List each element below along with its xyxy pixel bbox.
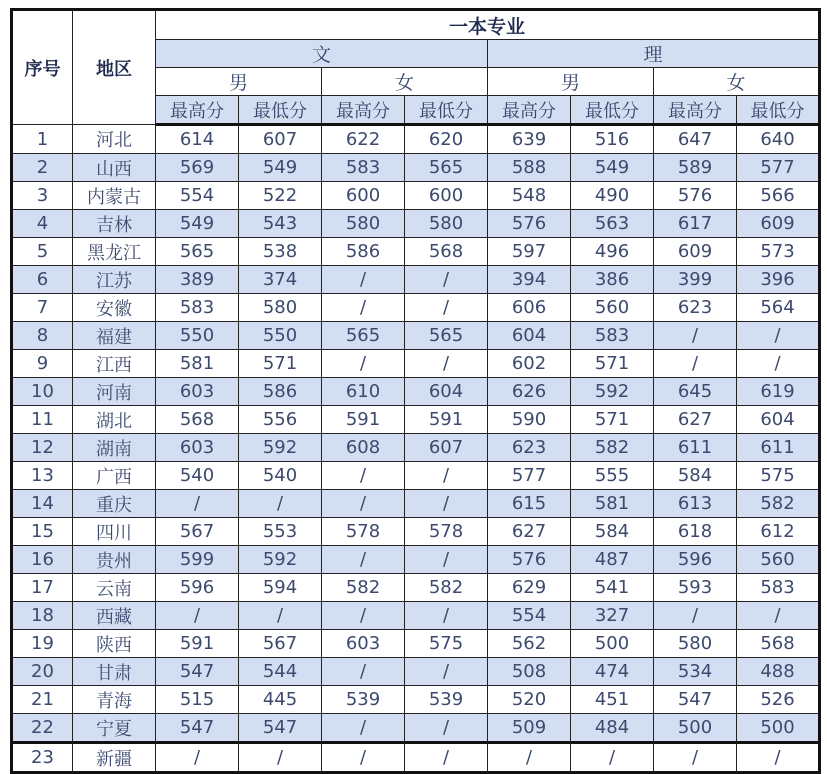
score-cell: 600 bbox=[405, 182, 488, 210]
score-cell: 581 bbox=[571, 490, 654, 518]
row-region: 安徽 bbox=[73, 294, 156, 322]
score-cell: 611 bbox=[654, 434, 737, 462]
score-cell: 581 bbox=[156, 350, 239, 378]
row-region: 内蒙古 bbox=[73, 182, 156, 210]
score-cell: 590 bbox=[488, 406, 571, 434]
score-cell: 543 bbox=[239, 210, 322, 238]
score-cell: 593 bbox=[654, 574, 737, 602]
score-cell: 541 bbox=[571, 574, 654, 602]
row-region: 广西 bbox=[73, 462, 156, 490]
score-cell: 586 bbox=[322, 238, 405, 266]
score-cell: 547 bbox=[156, 714, 239, 743]
subject-header-arts: 文 bbox=[156, 40, 488, 68]
score-cell: 522 bbox=[239, 182, 322, 210]
score-cell: 520 bbox=[488, 686, 571, 714]
score-cell: 577 bbox=[737, 154, 820, 182]
row-region: 吉林 bbox=[73, 210, 156, 238]
row-index: 15 bbox=[12, 518, 73, 546]
table-row bbox=[12, 434, 820, 462]
table-row bbox=[12, 322, 820, 350]
score-cell: 540 bbox=[239, 462, 322, 490]
score-cell: 565 bbox=[322, 322, 405, 350]
score-cell: / bbox=[156, 490, 239, 518]
row-region: 陕西 bbox=[73, 630, 156, 658]
row-index: 23 bbox=[12, 743, 73, 773]
score-cell: / bbox=[737, 602, 820, 630]
score-cell: / bbox=[405, 490, 488, 518]
score-cell: 549 bbox=[156, 210, 239, 238]
score-cell: 622 bbox=[322, 125, 405, 154]
score-cell: 556 bbox=[239, 406, 322, 434]
score-cell: 544 bbox=[239, 658, 322, 686]
score-cell: 548 bbox=[488, 182, 571, 210]
table-row bbox=[12, 602, 820, 630]
table-row bbox=[12, 686, 820, 714]
table-row bbox=[12, 462, 820, 490]
score-cell: 582 bbox=[322, 574, 405, 602]
row-region: 江西 bbox=[73, 350, 156, 378]
score-cell: 516 bbox=[571, 125, 654, 154]
score-cell: 583 bbox=[571, 322, 654, 350]
score-cell: 550 bbox=[239, 322, 322, 350]
score-cell: 386 bbox=[571, 266, 654, 294]
score-cell: / bbox=[571, 743, 654, 773]
stat-header-min: 最低分 bbox=[571, 96, 654, 125]
score-cell: / bbox=[322, 266, 405, 294]
row-region: 宁夏 bbox=[73, 714, 156, 743]
row-index: 21 bbox=[12, 686, 73, 714]
subject-header-science: 理 bbox=[488, 40, 820, 68]
score-cell: / bbox=[322, 658, 405, 686]
score-cell: / bbox=[239, 602, 322, 630]
score-cell: / bbox=[322, 743, 405, 773]
score-cell: 603 bbox=[156, 434, 239, 462]
row-region: 重庆 bbox=[73, 490, 156, 518]
score-cell: 626 bbox=[488, 378, 571, 406]
score-cell: 575 bbox=[737, 462, 820, 490]
score-cell: / bbox=[737, 350, 820, 378]
score-cell: 604 bbox=[488, 322, 571, 350]
table-row bbox=[12, 546, 820, 574]
score-cell: 615 bbox=[488, 490, 571, 518]
stat-header-max: 最高分 bbox=[322, 96, 405, 125]
score-cell: 647 bbox=[654, 125, 737, 154]
score-cell: 568 bbox=[737, 630, 820, 658]
row-index: 13 bbox=[12, 462, 73, 490]
row-index: 1 bbox=[12, 125, 73, 154]
score-cell: 487 bbox=[571, 546, 654, 574]
table-row bbox=[12, 210, 820, 238]
score-cell: 576 bbox=[654, 182, 737, 210]
table-row bbox=[12, 378, 820, 406]
stat-header-max: 最高分 bbox=[654, 96, 737, 125]
score-cell: / bbox=[737, 322, 820, 350]
row-region: 河北 bbox=[73, 125, 156, 154]
score-cell: 445 bbox=[239, 686, 322, 714]
row-region: 山西 bbox=[73, 154, 156, 182]
row-index: 5 bbox=[12, 238, 73, 266]
score-cell: / bbox=[405, 266, 488, 294]
score-cell: 509 bbox=[488, 714, 571, 743]
score-cell: / bbox=[405, 462, 488, 490]
score-cell: / bbox=[405, 658, 488, 686]
score-cell: 547 bbox=[156, 658, 239, 686]
score-cell: 484 bbox=[571, 714, 654, 743]
score-cell: 547 bbox=[654, 686, 737, 714]
score-cell: 526 bbox=[737, 686, 820, 714]
table-row bbox=[12, 658, 820, 686]
score-cell: 603 bbox=[156, 378, 239, 406]
score-cell: 607 bbox=[239, 125, 322, 154]
score-cell: 645 bbox=[654, 378, 737, 406]
table-row bbox=[12, 743, 820, 773]
row-region: 河南 bbox=[73, 378, 156, 406]
row-index: 20 bbox=[12, 658, 73, 686]
score-cell: 613 bbox=[654, 490, 737, 518]
score-cell: 451 bbox=[571, 686, 654, 714]
score-cell: 554 bbox=[156, 182, 239, 210]
score-cell: 588 bbox=[488, 154, 571, 182]
row-region: 湖北 bbox=[73, 406, 156, 434]
score-cell: / bbox=[322, 294, 405, 322]
row-region: 青海 bbox=[73, 686, 156, 714]
score-cell: 599 bbox=[156, 546, 239, 574]
score-cell: 538 bbox=[239, 238, 322, 266]
score-cell: 591 bbox=[322, 406, 405, 434]
score-cell: 594 bbox=[239, 574, 322, 602]
score-cell: / bbox=[239, 743, 322, 773]
row-index: 7 bbox=[12, 294, 73, 322]
score-cell: / bbox=[405, 546, 488, 574]
score-cell: 600 bbox=[322, 182, 405, 210]
table-row bbox=[12, 490, 820, 518]
score-cell: / bbox=[156, 743, 239, 773]
gender-header-arts-female: 女 bbox=[322, 68, 488, 96]
table-row bbox=[12, 406, 820, 434]
score-cell: 500 bbox=[737, 714, 820, 743]
row-region: 新疆 bbox=[73, 743, 156, 773]
score-cell: / bbox=[405, 714, 488, 743]
row-index: 16 bbox=[12, 546, 73, 574]
stat-header-min: 最低分 bbox=[737, 96, 820, 125]
score-cell: 539 bbox=[405, 686, 488, 714]
table-row bbox=[12, 350, 820, 378]
gender-header-science-female: 女 bbox=[654, 68, 820, 96]
row-region: 云南 bbox=[73, 574, 156, 602]
score-cell: 591 bbox=[156, 630, 239, 658]
score-cell: 515 bbox=[156, 686, 239, 714]
score-cell: 582 bbox=[571, 434, 654, 462]
score-cell: 508 bbox=[488, 658, 571, 686]
score-cell: 596 bbox=[654, 546, 737, 574]
score-cell: 604 bbox=[737, 406, 820, 434]
score-cell: / bbox=[156, 602, 239, 630]
row-index: 12 bbox=[12, 434, 73, 462]
score-cell: 560 bbox=[571, 294, 654, 322]
score-cell: 582 bbox=[737, 490, 820, 518]
row-index: 22 bbox=[12, 714, 73, 743]
score-cell: 592 bbox=[239, 434, 322, 462]
score-cell: 623 bbox=[488, 434, 571, 462]
score-cell: 589 bbox=[654, 154, 737, 182]
score-cell: / bbox=[322, 490, 405, 518]
stat-header-max: 最高分 bbox=[488, 96, 571, 125]
score-cell: 534 bbox=[654, 658, 737, 686]
score-cell: 604 bbox=[405, 378, 488, 406]
score-cell: 580 bbox=[239, 294, 322, 322]
score-cell: 565 bbox=[405, 322, 488, 350]
score-cell: 566 bbox=[737, 182, 820, 210]
row-index: 6 bbox=[12, 266, 73, 294]
region-column-header: 地区 bbox=[73, 10, 156, 125]
score-cell: 592 bbox=[571, 378, 654, 406]
score-cell: 580 bbox=[322, 210, 405, 238]
score-cell: 568 bbox=[156, 406, 239, 434]
score-cell: 609 bbox=[737, 210, 820, 238]
score-cell: 614 bbox=[156, 125, 239, 154]
score-cell: 394 bbox=[488, 266, 571, 294]
score-cell: 577 bbox=[488, 462, 571, 490]
row-index: 8 bbox=[12, 322, 73, 350]
row-index: 19 bbox=[12, 630, 73, 658]
score-cell: 607 bbox=[405, 434, 488, 462]
score-cell: 571 bbox=[239, 350, 322, 378]
row-region: 黑龙江 bbox=[73, 238, 156, 266]
score-cell: 583 bbox=[322, 154, 405, 182]
score-cell: 584 bbox=[571, 518, 654, 546]
score-cell: 609 bbox=[654, 238, 737, 266]
score-cell: 639 bbox=[488, 125, 571, 154]
row-region: 湖南 bbox=[73, 434, 156, 462]
stat-header-min: 最低分 bbox=[239, 96, 322, 125]
score-cell: 602 bbox=[488, 350, 571, 378]
score-cell: 500 bbox=[654, 714, 737, 743]
row-index: 10 bbox=[12, 378, 73, 406]
score-cell: 578 bbox=[405, 518, 488, 546]
score-cell: 576 bbox=[488, 546, 571, 574]
score-cell: 490 bbox=[571, 182, 654, 210]
score-cell: 374 bbox=[239, 266, 322, 294]
score-cell: 612 bbox=[737, 518, 820, 546]
score-cell: 597 bbox=[488, 238, 571, 266]
stat-header-min: 最低分 bbox=[405, 96, 488, 125]
score-cell: 575 bbox=[405, 630, 488, 658]
score-cell: 571 bbox=[571, 350, 654, 378]
score-cell: 550 bbox=[156, 322, 239, 350]
score-cell: 565 bbox=[156, 238, 239, 266]
table-row bbox=[12, 154, 820, 182]
score-cell: 571 bbox=[571, 406, 654, 434]
table-row bbox=[12, 238, 820, 266]
score-cell: / bbox=[322, 350, 405, 378]
score-cell: / bbox=[654, 743, 737, 773]
gender-header-arts-male: 男 bbox=[156, 68, 322, 96]
score-cell: 327 bbox=[571, 602, 654, 630]
row-index: 2 bbox=[12, 154, 73, 182]
score-cell: 568 bbox=[405, 238, 488, 266]
score-cell: 399 bbox=[654, 266, 737, 294]
score-cell: 640 bbox=[737, 125, 820, 154]
row-region: 西藏 bbox=[73, 602, 156, 630]
score-cell: / bbox=[405, 602, 488, 630]
score-cell: 562 bbox=[488, 630, 571, 658]
score-cell: 567 bbox=[239, 630, 322, 658]
score-cell: 584 bbox=[654, 462, 737, 490]
row-index: 4 bbox=[12, 210, 73, 238]
score-cell: 567 bbox=[156, 518, 239, 546]
score-table bbox=[10, 8, 821, 774]
table-row bbox=[12, 294, 820, 322]
score-cell: 576 bbox=[488, 210, 571, 238]
score-cell: 617 bbox=[654, 210, 737, 238]
score-cell: 560 bbox=[737, 546, 820, 574]
score-cell: 396 bbox=[737, 266, 820, 294]
score-cell: / bbox=[737, 743, 820, 773]
index-column-header: 序号 bbox=[12, 10, 73, 125]
row-region: 福建 bbox=[73, 322, 156, 350]
score-cell: / bbox=[654, 602, 737, 630]
score-cell: / bbox=[322, 714, 405, 743]
table-row bbox=[12, 266, 820, 294]
score-cell: 565 bbox=[405, 154, 488, 182]
score-cell: / bbox=[654, 322, 737, 350]
score-cell: 389 bbox=[156, 266, 239, 294]
score-cell: 580 bbox=[405, 210, 488, 238]
row-region: 四川 bbox=[73, 518, 156, 546]
score-cell: / bbox=[405, 743, 488, 773]
score-cell: 623 bbox=[654, 294, 737, 322]
score-cell: 496 bbox=[571, 238, 654, 266]
score-cell: 564 bbox=[737, 294, 820, 322]
score-cell: 583 bbox=[737, 574, 820, 602]
score-cell: 629 bbox=[488, 574, 571, 602]
stat-header-max: 最高分 bbox=[156, 96, 239, 125]
score-cell: 619 bbox=[737, 378, 820, 406]
score-cell: 606 bbox=[488, 294, 571, 322]
row-index: 18 bbox=[12, 602, 73, 630]
score-cell: 500 bbox=[571, 630, 654, 658]
score-cell: 554 bbox=[488, 602, 571, 630]
score-cell: 488 bbox=[737, 658, 820, 686]
score-cell: 618 bbox=[654, 518, 737, 546]
table-row bbox=[12, 518, 820, 546]
row-region: 贵州 bbox=[73, 546, 156, 574]
score-cell: / bbox=[322, 546, 405, 574]
score-cell: / bbox=[322, 602, 405, 630]
score-cell: 592 bbox=[239, 546, 322, 574]
table-header bbox=[12, 10, 820, 125]
score-cell: 580 bbox=[654, 630, 737, 658]
score-cell: 549 bbox=[571, 154, 654, 182]
row-index: 11 bbox=[12, 406, 73, 434]
score-cell: 578 bbox=[322, 518, 405, 546]
score-cell: 627 bbox=[488, 518, 571, 546]
score-cell: 608 bbox=[322, 434, 405, 462]
gender-header-science-male: 男 bbox=[488, 68, 654, 96]
table-title: 一本专业 bbox=[156, 10, 820, 40]
score-cell: 474 bbox=[571, 658, 654, 686]
score-cell: 539 bbox=[322, 686, 405, 714]
score-cell: 563 bbox=[571, 210, 654, 238]
score-cell: 603 bbox=[322, 630, 405, 658]
score-cell: 627 bbox=[654, 406, 737, 434]
score-cell: / bbox=[654, 350, 737, 378]
score-cell: 610 bbox=[322, 378, 405, 406]
score-cell: 547 bbox=[239, 714, 322, 743]
score-cell: 573 bbox=[737, 238, 820, 266]
score-cell: / bbox=[405, 350, 488, 378]
row-index: 3 bbox=[12, 182, 73, 210]
table-body bbox=[12, 125, 820, 773]
score-cell: 582 bbox=[405, 574, 488, 602]
score-cell: 611 bbox=[737, 434, 820, 462]
score-cell: 596 bbox=[156, 574, 239, 602]
table-row bbox=[12, 714, 820, 743]
table-row bbox=[12, 182, 820, 210]
row-index: 17 bbox=[12, 574, 73, 602]
row-index: 14 bbox=[12, 490, 73, 518]
score-cell: / bbox=[405, 294, 488, 322]
score-cell: 553 bbox=[239, 518, 322, 546]
row-region: 甘肃 bbox=[73, 658, 156, 686]
score-cell: / bbox=[488, 743, 571, 773]
table-row bbox=[12, 125, 820, 154]
row-region: 江苏 bbox=[73, 266, 156, 294]
score-cell: 540 bbox=[156, 462, 239, 490]
table-row bbox=[12, 574, 820, 602]
score-cell: 620 bbox=[405, 125, 488, 154]
score-cell: 549 bbox=[239, 154, 322, 182]
score-cell: 591 bbox=[405, 406, 488, 434]
score-cell: 555 bbox=[571, 462, 654, 490]
score-cell: 569 bbox=[156, 154, 239, 182]
row-index: 9 bbox=[12, 350, 73, 378]
score-cell: / bbox=[322, 462, 405, 490]
score-cell: 583 bbox=[156, 294, 239, 322]
score-cell: / bbox=[239, 490, 322, 518]
score-cell: 586 bbox=[239, 378, 322, 406]
table-row bbox=[12, 630, 820, 658]
